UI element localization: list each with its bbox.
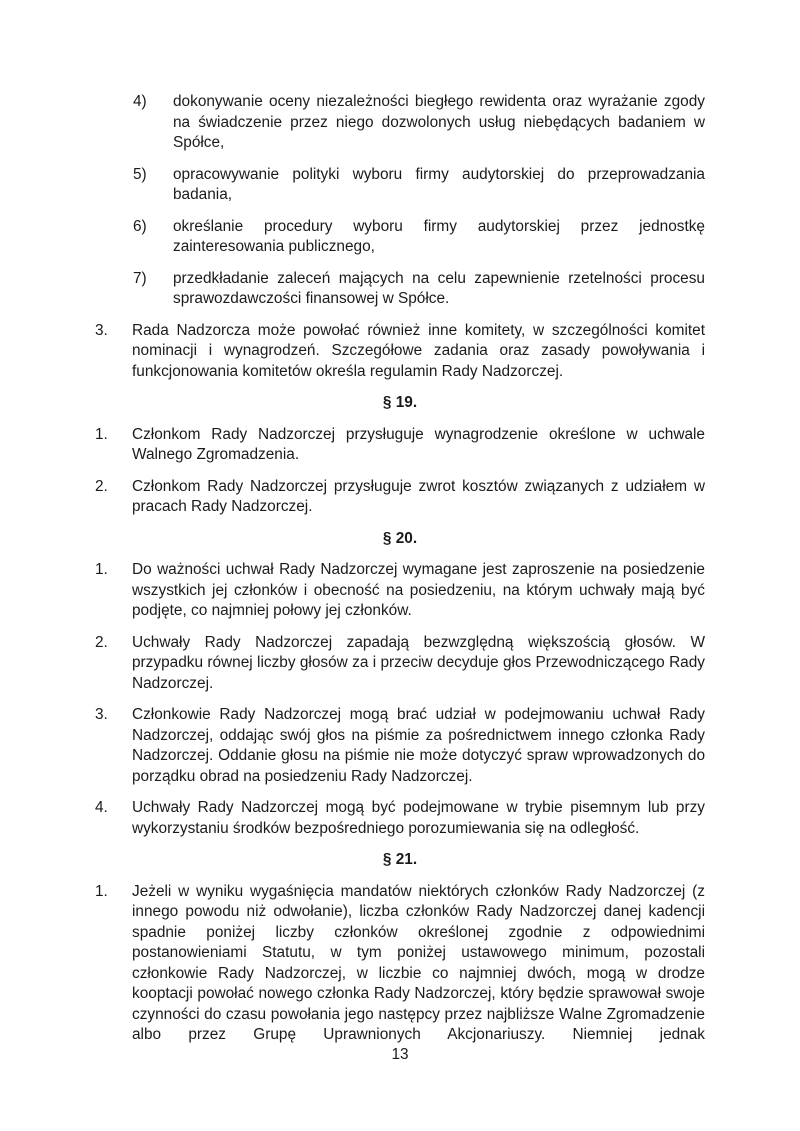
item-marker: 2. <box>95 477 108 495</box>
item-text: dokonywanie oceny niezależności biegłego rewidenta oraz wyrażanie zgody na świadczenie przez niego dozwolonych usług niebędących badaniem w Spółce, <box>173 93 705 151</box>
item-text: określanie procedury wyboru firmy audytorskiej przez jednostkę zainteresowania publicznego, <box>173 217 705 255</box>
section-19-item-2 <box>95 477 705 518</box>
item-marker: 4. <box>95 799 108 816</box>
section-20-item-4 <box>95 798 705 839</box>
list-item-4 <box>133 92 705 154</box>
item-text: Rada Nadzorcza może powołać również inne komitety, w szczególności komitet nominacji i wynagrodzeń. Szczegółowe zadania oraz zasady powoływania i funkcjonowania komitetów określa regulamin Rady Nadzorczej. <box>132 321 705 380</box>
item-text: Do ważności uchwał Rady Nadzorczej wymagane jest zaproszenie na posiedzenie wszystkich jej członków i obecność na posiedzeniu, na którym uchwały mają być podjęte, co najmniej połowy jej członków. <box>132 561 705 619</box>
section-20-item-2 <box>95 633 705 695</box>
list-item-5 <box>133 165 705 206</box>
section-heading-20: § 20. <box>382 529 418 547</box>
item-text: Uchwały Rady Nadzorczej mogą być podejmowane w trybie pisemnym lub przy wykorzystaniu środków bezpośredniego porozumiewania się na odległość. <box>132 799 705 837</box>
item-text: Członkowie Rady Nadzorczej mogą brać udział w podejmowaniu uchwał Rady Nadzorczej, oddając swój głos na piśmie za pośrednictwem innego członka Rady Nadzorczej. Oddanie głosu na piśmie nie może dotyczyć spraw wprowadzonych do porządku obrad na posiedzeniu Rady Nadzorczej. <box>132 706 705 785</box>
page-number: 13 <box>391 1046 409 1063</box>
item-text: przedkładanie zaleceń mających na celu zapewnienie rzetelności procesu sprawozdawczości finansowej w Spółce. <box>173 269 705 307</box>
item-text: Członkom Rady Nadzorczej przysługuje zwrot kosztów związanych z udziałem w pracach Rady Nadzorczej. <box>132 477 705 515</box>
section-20-item-1 <box>95 560 705 622</box>
item-text: Jeżeli w wyniku wygaśnięcia mandatów niektórych członków Rady Nadzorczej (z innego powodu niż odwołanie), liczba członków Rady Nadzorczej danej kadencji spadnie poniżej liczby członków określonej zgodnie z odpowiednimi postanowieniami Statutu, w tym poniżej ustawowego minimum, pozostali członkowie Rady Nadzorczej, w liczbie co najmniej dwóch, mogą w drodze kooptacji powołać nowego członka Rady Nadzorczej, który będzie sprawował swoje czynności do czasu powołania jego następcy przez najbliższe Walne Zgromadzenie albo przez Grupę Uprawnionych Akcjonariuszy. Niemniej jednak <box>132 882 705 1043</box>
item-marker: 3. <box>95 706 108 723</box>
item-marker: 2. <box>95 633 108 651</box>
item-text: opracowywanie polityki wyboru firmy audytorskiej do przeprowadzania badania, <box>173 165 705 203</box>
item-marker: 4) <box>133 93 147 110</box>
list-item-3 <box>95 321 705 383</box>
item-marker: 1. <box>95 882 108 900</box>
item-marker: 1. <box>95 425 108 443</box>
item-text: Uchwały Rady Nadzorczej zapadają bezwzględną większością głosów. W przypadku równej liczby głosów za i przeciw decyduje głos Przewodniczącego Rady Nadzorczej. <box>132 633 705 692</box>
item-marker: 6) <box>133 217 147 235</box>
document-content <box>95 92 705 1057</box>
section-heading-19: § 19. <box>382 394 418 411</box>
item-marker: 5) <box>133 165 147 183</box>
list-item-6 <box>133 217 705 258</box>
item-marker: 3. <box>95 321 108 339</box>
list-item-7 <box>133 269 705 310</box>
section-19-item-1 <box>95 425 705 466</box>
section-heading-21: § 21. <box>382 851 418 868</box>
section-21-item-1 <box>95 882 705 1046</box>
item-marker: 7) <box>133 269 147 287</box>
item-marker: 1. <box>95 561 108 578</box>
item-text: Członkom Rady Nadzorczej przysługuje wynagrodzenie określone w uchwale Walnego Zgromadzenia. <box>132 425 705 463</box>
section-20-item-3 <box>95 705 705 787</box>
